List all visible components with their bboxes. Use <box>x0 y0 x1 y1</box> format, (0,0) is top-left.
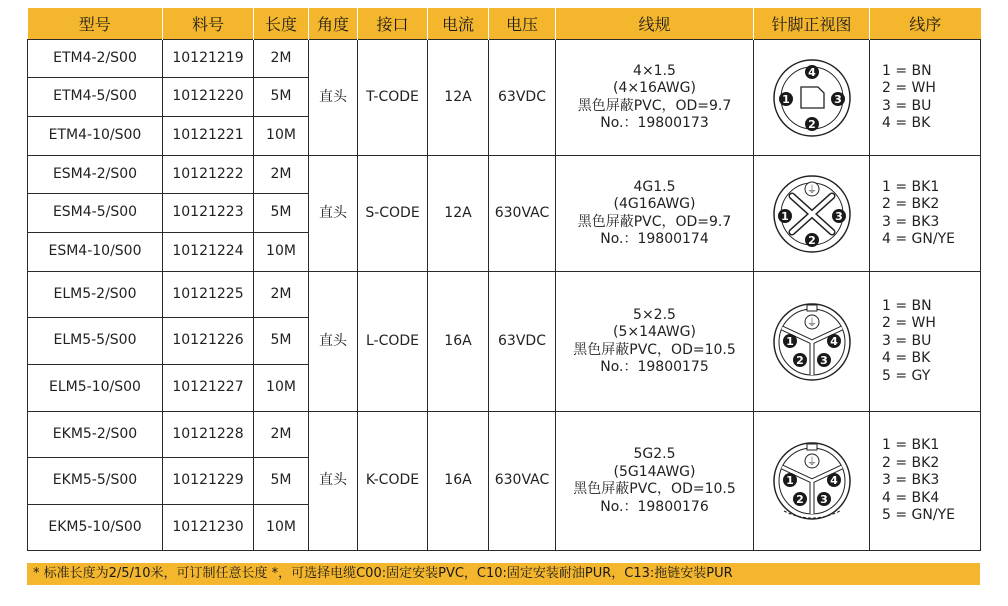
length-cell: 5M <box>254 318 309 365</box>
col-header-pin-view: 针脚正视图 <box>754 8 870 40</box>
svg-text:4: 4 <box>829 474 838 487</box>
part-number-cell: 10121229 <box>163 458 254 505</box>
wire-spec-line: (4G16AWG) <box>613 196 696 212</box>
table-row <box>28 272 981 318</box>
model-cell: ELM5-5/S00 <box>28 318 163 365</box>
length-cell: 2M <box>254 40 309 78</box>
interface-cell: L-CODE <box>358 272 428 412</box>
sequence-line: 1 = BN <box>882 62 932 79</box>
spec-table <box>27 8 981 551</box>
current-cell: 16A <box>428 412 489 551</box>
sequence-cell <box>870 412 981 551</box>
model-cell: ESM4-2/S00 <box>28 156 163 194</box>
sequence-cell <box>870 156 981 272</box>
pin-view-cell <box>754 272 870 412</box>
sequence-line: 4 = BK4 <box>882 489 940 506</box>
sequence-line: 4 = GN/YE <box>882 231 955 247</box>
svg-text:2: 2 <box>807 233 816 247</box>
svg-text:3: 3 <box>819 353 828 367</box>
sequence-line: 1 = BK1 <box>882 178 940 195</box>
angle-cell: 直头 <box>309 412 358 551</box>
voltage-cell: 630VAC <box>489 156 556 272</box>
wire-spec-line: (4×16AWG) <box>613 80 696 96</box>
svg-text:2: 2 <box>795 493 804 506</box>
wire-spec-line: 黑色屏蔽PVC，OD=9.7 <box>577 97 732 114</box>
part-number-cell: 10121227 <box>163 365 254 412</box>
part-number-cell: 10121226 <box>163 318 254 365</box>
col-header-current: 电流 <box>428 8 489 40</box>
pin-3 <box>817 492 831 506</box>
pin-2 <box>793 353 807 367</box>
current-cell: 12A <box>428 156 489 272</box>
header-row <box>28 8 981 40</box>
pin-4 <box>827 473 841 487</box>
wire-spec-line: 黑色屏蔽PVC，OD=10.5 <box>573 481 736 497</box>
s-code-pin-diagram <box>762 174 862 254</box>
svg-text:3: 3 <box>834 209 843 223</box>
current-cell: 16A <box>428 272 489 412</box>
pin-2 <box>805 233 819 247</box>
ground-pin: ⏚ <box>806 457 817 468</box>
length-cell: 10M <box>254 117 309 156</box>
wire-spec-line: 5G2.5 <box>633 446 676 462</box>
svg-text:2: 2 <box>795 353 804 367</box>
wire-spec-line: 黑色屏蔽PVC，OD=9.7 <box>577 213 732 230</box>
wire-spec-line: No.：19800173 <box>600 115 709 131</box>
part-number-cell: 10121220 <box>163 78 254 117</box>
length-cell: 10M <box>254 365 309 412</box>
sequence-cell <box>870 272 981 412</box>
ground-pin: ⏚ <box>806 317 817 329</box>
part-number-cell: 10121230 <box>163 505 254 551</box>
svg-text:1: 1 <box>785 474 794 487</box>
sequence-line: 2 = BK2 <box>882 454 940 471</box>
pin-2 <box>805 117 819 131</box>
sequence-cell <box>870 40 981 156</box>
voltage-cell: 630VAC <box>489 412 556 551</box>
sequence-line: 3 = BK3 <box>882 213 940 230</box>
svg-text:2: 2 <box>807 117 816 131</box>
col-header-interface: 接口 <box>358 8 428 40</box>
part-number-cell: 10121222 <box>163 156 254 194</box>
part-number-cell: 10121224 <box>163 233 254 272</box>
sequence-line: 1 = BN <box>882 297 932 314</box>
svg-text:1: 1 <box>785 334 794 348</box>
length-cell: 5M <box>254 194 309 233</box>
current-cell: 12A <box>428 40 489 156</box>
pin-3 <box>817 353 831 367</box>
sequence-line: 2 = WH <box>882 315 936 332</box>
wire-cell <box>556 40 754 156</box>
length-cell: 2M <box>254 272 309 318</box>
pin-1 <box>778 209 792 223</box>
part-number-cell: 10121223 <box>163 194 254 233</box>
pin-1 <box>783 473 797 487</box>
wire-cell <box>556 412 754 551</box>
wire-spec-line: 5×2.5 <box>633 306 676 323</box>
pin-view-cell <box>754 40 870 156</box>
l-code-pin-diagram <box>762 302 862 382</box>
wire-spec-line: 黑色屏蔽PVC，OD=10.5 <box>573 341 736 358</box>
model-cell: EKM5-5/S00 <box>28 458 163 505</box>
pin-view-cell <box>754 156 870 272</box>
pin-4 <box>827 334 841 348</box>
footnote: * 标准长度为2/5/10米，可订制任意长度 *，可选择电缆C00:固定安装PVC，C10:固定安装耐油PUR，C13:拖链安装PUR <box>27 563 980 585</box>
pin-1 <box>779 92 793 106</box>
pin-3 <box>831 92 845 106</box>
interface-cell: T-CODE <box>358 40 428 156</box>
wire-spec-line: No.：19800175 <box>600 359 709 375</box>
length-cell: 10M <box>254 505 309 551</box>
sequence-line: 2 = WH <box>882 80 936 96</box>
sequence-line: 2 = BK2 <box>882 196 940 212</box>
col-header-length: 长度 <box>254 8 309 40</box>
k-code-pin-diagram <box>762 441 862 521</box>
col-header-angle: 角度 <box>309 8 358 40</box>
interface-cell: K-CODE <box>358 412 428 551</box>
ground-pin: ⏚ <box>806 184 817 196</box>
pin-3 <box>832 209 846 223</box>
col-header-part: 料号 <box>163 8 254 40</box>
table-row <box>28 40 981 78</box>
model-cell: ELM5-10/S00 <box>28 365 163 412</box>
model-cell: ETM4-2/S00 <box>28 40 163 78</box>
wire-spec-line: No.：19800176 <box>600 498 709 515</box>
length-cell: 10M <box>254 233 309 272</box>
length-cell: 5M <box>254 78 309 117</box>
sequence-line: 1 = BK1 <box>882 437 940 454</box>
model-cell: ETM4-10/S00 <box>28 117 163 156</box>
part-number-cell: 10121228 <box>163 412 254 458</box>
sequence-line: 5 = GN/YE <box>882 507 955 524</box>
svg-text:3: 3 <box>819 493 828 506</box>
sequence-line: 3 = BK3 <box>882 472 940 489</box>
wire-spec-line: 4×1.5 <box>633 62 676 79</box>
length-cell: 5M <box>254 458 309 505</box>
wire-cell <box>556 272 754 412</box>
sequence-line: 5 = GY <box>882 367 931 384</box>
length-cell: 2M <box>254 412 309 458</box>
pin-1 <box>783 334 797 348</box>
model-cell: ESM4-5/S00 <box>28 194 163 233</box>
wire-spec-line: No.：19800174 <box>600 231 709 247</box>
part-number-cell: 10121219 <box>163 40 254 78</box>
interface-cell: S-CODE <box>358 156 428 272</box>
wire-spec-line: (5G14AWG) <box>613 463 696 480</box>
angle-cell: 直头 <box>309 156 358 272</box>
svg-text:4: 4 <box>807 65 816 79</box>
table-body <box>28 40 981 551</box>
angle-cell: 直头 <box>309 272 358 412</box>
wire-cell <box>556 156 754 272</box>
voltage-cell: 63VDC <box>489 40 556 156</box>
svg-text:4: 4 <box>829 334 838 348</box>
sequence-line: 4 = BK <box>882 350 931 367</box>
voltage-cell: 63VDC <box>489 272 556 412</box>
col-header-model: 型号 <box>28 8 163 40</box>
model-cell: EKM5-10/S00 <box>28 505 163 551</box>
svg-text:3: 3 <box>833 92 842 106</box>
wire-spec-line: (5×14AWG) <box>613 324 696 340</box>
part-number-cell: 10121225 <box>163 272 254 318</box>
sequence-line: 4 = BK <box>882 115 931 131</box>
col-header-sequence: 线序 <box>870 8 981 40</box>
sequence-line: 3 = BU <box>882 97 932 114</box>
svg-text:1: 1 <box>781 92 790 106</box>
length-cell: 2M <box>254 156 309 194</box>
part-number-cell: 10121221 <box>163 117 254 156</box>
t-code-pin-diagram <box>762 58 862 138</box>
table-row <box>28 412 981 458</box>
pin-2 <box>793 492 807 506</box>
model-cell: ESM4-10/S00 <box>28 233 163 272</box>
table-row <box>28 156 981 194</box>
sequence-line: 3 = BU <box>882 332 932 349</box>
col-header-voltage: 电压 <box>489 8 556 40</box>
wire-spec-line: 4G1.5 <box>633 178 676 195</box>
model-cell: EKM5-2/S00 <box>28 412 163 458</box>
col-header-wire: 线规 <box>556 8 754 40</box>
pin-view-cell <box>754 412 870 551</box>
pin-4 <box>805 65 819 79</box>
svg-text:1: 1 <box>780 209 789 223</box>
model-cell: ELM5-2/S00 <box>28 272 163 318</box>
angle-cell: 直头 <box>309 40 358 156</box>
model-cell: ETM4-5/S00 <box>28 78 163 117</box>
